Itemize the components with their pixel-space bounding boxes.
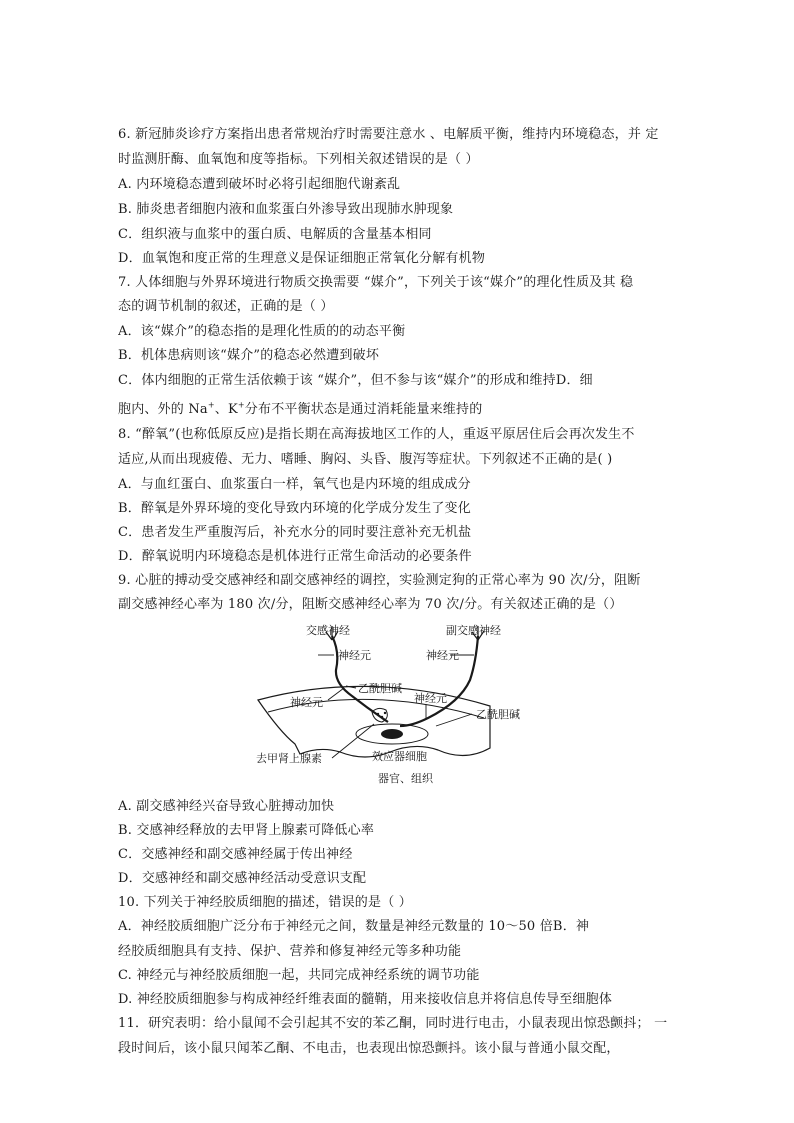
- q9-option-c: C．交感神经和副交感神经属于传出神经: [118, 847, 353, 862]
- q8-option-b: B．醉氧是外界环境的变化导致内环境的化学成分发生了变化: [118, 501, 471, 516]
- q6-option-a: A. 内环境稳态遭到破坏时必将引起细胞代谢紊乱: [118, 177, 401, 192]
- q10-option-c: C. 神经元与神经胶质细胞一起，共同完成神经系统的调节功能: [118, 968, 480, 983]
- cell-nucleus: [381, 729, 403, 739]
- label-neuron-mid-right: 神经元: [414, 692, 447, 705]
- nerve-diagram-svg: [240, 622, 560, 812]
- q11-stem-line2: 段时间后，该小鼠只闻苯乙酮、不电击，也表现出惊恐颤抖。该小鼠与普通小鼠交配，: [118, 1041, 620, 1056]
- q8-option-d: D．醉氧说明内环境稳态是机体进行正常生命活动的必要条件: [118, 549, 472, 564]
- q7-option-d-mid: 、K: [214, 402, 238, 417]
- q7-option-a: A．该“媒介”的稳态指的是理化性质的的动态平衡: [118, 324, 406, 339]
- q6-stem-line2: 时监测肝酶、血氧饱和度等指标。下列相关叙述错误的是（ ）: [118, 152, 479, 167]
- q7-option-d: [118, 401, 688, 418]
- q7-option-c: C．体内细胞的正常生活依赖于该 “媒介”，但不参与该“媒介”的形成和维持D．细: [118, 373, 593, 388]
- potassium-charge: +: [237, 401, 245, 410]
- q8-option-c: C．患者发生严重腹泻后，补充水分的同时要注意补充无机盐: [118, 525, 472, 540]
- label-parasympathetic: 副交感神经: [446, 624, 501, 637]
- q6-option-c: C．组织液与血浆中的蛋白质、电解质的含量基本相同: [118, 227, 432, 242]
- q8-stem-line2: 适应,从而出现疲倦、无力、嗜睡、胸闷、头昏、腹泻等症状。下列叙述不正确的是( ): [118, 452, 613, 467]
- label-ach-right: 乙酰胆碱: [476, 708, 520, 721]
- label-organ: 器官、组织: [378, 772, 433, 785]
- label-effector-cell: 效应器细胞: [372, 750, 427, 763]
- label-norepinephrine: 去甲肾上腺素: [256, 752, 322, 765]
- label-ach-left: 乙酰胆碱: [358, 682, 402, 695]
- label-neuron-top-right: 神经元: [426, 649, 459, 662]
- q7-option-b: B．机体患病则该“媒介”的稳态必然遭到破坏: [118, 348, 380, 363]
- q10-stem: 10. 下列关于神经胶质细胞的描述，错误的是（ ）: [118, 895, 412, 910]
- q8-stem-line1: 8. “醉氧”(也称低原反应)是指长期在高海拔地区工作的人，重返平原居住后会再次发生不: [118, 427, 635, 442]
- q7-option-d-post: 分布不平衡状态是通过消耗能量来维持的: [244, 402, 483, 417]
- q9-stem-line2: 副交感神经心率为 180 次/分，阻断交感神经心率为 70 次/分。有关叙述正确的是（）: [118, 597, 623, 612]
- vesicle: [381, 716, 383, 718]
- q9-option-d: D．交感神经和副交感神经活动受意识支配: [118, 871, 367, 886]
- q6-option-b: B. 肺炎患者细胞内液和血浆蛋白外渗导致出现肺水肿现象: [118, 202, 454, 217]
- q10-option-b: 经胶质细胞具有支持、保护、营养和修复神经元等多种功能: [118, 944, 462, 959]
- q10-option-d: D. 神经胶质细胞参与构成神经纤维表面的髓鞘，用来接收信息并将信息传导至细胞体: [118, 992, 613, 1007]
- q7-stem-line2: 态的调节机制的叙述，正确的是（ ）: [118, 299, 334, 314]
- label-neuron-top-left: 神经元: [338, 649, 371, 662]
- q8-option-a: A．与血红蛋白、血浆蛋白一样，氧气也是内环境的组成成分: [118, 477, 471, 492]
- sodium-charge: +: [207, 401, 215, 410]
- vesicle: [377, 713, 379, 715]
- pointer-ach-right: [436, 714, 472, 726]
- q9-option-b: B. 交感神经释放的去甲肾上腺素可降低心率: [118, 823, 375, 838]
- q9-nerve-diagram: [240, 622, 560, 812]
- q6-stem-line1: 6. 新冠肺炎诊疗方案指出患者常规治疗时需要注意水 、电解质平衡，维持内环境稳态，并 定: [118, 127, 659, 142]
- q7-stem-line1: 7. 人体细胞与外界环境进行物质交换需要 “媒介”，下列关于该“媒介”的理化性质及其 稳: [118, 275, 634, 290]
- vesicle: [384, 712, 386, 714]
- label-neuron-mid-left: 神经元: [290, 696, 323, 709]
- q7-option-d-pre: 胞内、外的 Na: [118, 402, 208, 417]
- q10-option-a: A．神经胶质细胞广泛分布于神经元之间，数量是神经元数量的 10～50 倍B．神: [118, 919, 590, 934]
- q9-stem-line1: 9. 心脏的搏动受交感神经和副交感神经的调控，实验测定狗的正常心率为 90 次/分，阻断: [118, 573, 641, 588]
- q11-stem-line1: 11．研究表明：给小鼠闻不会引起其不安的苯乙酮，同时进行电击，小鼠表现出惊恐颤抖； 一: [118, 1016, 668, 1031]
- label-sympathetic: 交感神经: [306, 624, 350, 637]
- pointer-neuron-mid-left: [328, 688, 344, 700]
- q9-option-a: A. 副交感神经兴奋导致心脏搏动加快: [118, 799, 335, 814]
- q6-option-d: D．血氧饱和度正常的生理意义是保证细胞正常氧化分解有机物: [118, 251, 486, 266]
